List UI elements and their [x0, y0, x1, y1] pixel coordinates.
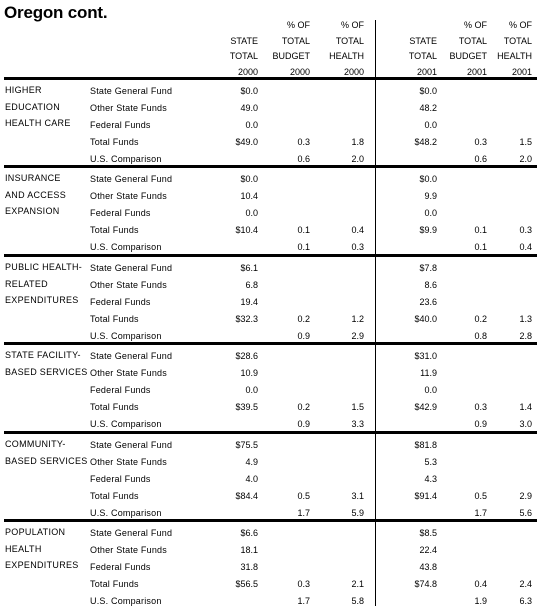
column-header-line: TOTAL [229, 51, 258, 61]
column-header-line: % OF [463, 20, 487, 30]
value-cell: 2.1 [351, 579, 364, 589]
row-label: Federal Funds [90, 562, 151, 572]
value-cell: 0.1 [297, 242, 310, 252]
section-divider [4, 254, 537, 257]
value-cell: 18.1 [240, 545, 258, 555]
value-cell: 3.1 [351, 491, 364, 501]
row-label: State General Fund [90, 351, 173, 361]
value-cell: 1.7 [474, 508, 487, 518]
column-header-line: TOTAL [503, 35, 532, 46]
row-label: State General Fund [90, 440, 173, 450]
column-header-line: TOTAL [335, 35, 364, 46]
column-header-line: HEALTH [497, 51, 532, 61]
row-label: U.S. Comparison [90, 596, 162, 606]
value-cell: 0.3 [297, 579, 310, 589]
column-header [472, 18, 532, 80]
value-cell: 4.9 [245, 457, 258, 467]
row-label: Total Funds [90, 137, 139, 147]
column-header-line: STATE [409, 35, 437, 46]
category-label: POPULATION [5, 527, 66, 537]
value-cell: 0.4 [351, 225, 364, 235]
section-divider [4, 519, 537, 522]
row-label: U.S. Comparison [90, 331, 162, 341]
row-label: Total Funds [90, 402, 139, 412]
value-cell: 10.4 [240, 191, 258, 201]
value-cell: 0.6 [474, 154, 487, 164]
value-cell: $48.2 [414, 137, 437, 147]
value-cell: 8.6 [424, 280, 437, 290]
value-cell: 1.9 [474, 596, 487, 606]
section-divider [4, 342, 537, 345]
value-cell: 0.0 [424, 208, 437, 218]
row-label: U.S. Comparison [90, 419, 162, 429]
value-cell: 5.9 [351, 508, 364, 518]
row-label: Other State Funds [90, 368, 167, 378]
value-cell: 0.4 [519, 242, 532, 252]
column-header [198, 34, 258, 81]
column-header-line: STATE [230, 35, 258, 46]
value-cell: $74.8 [414, 579, 437, 589]
value-cell: 0.9 [474, 419, 487, 429]
row-label: U.S. Comparison [90, 242, 162, 252]
row-label: U.S. Comparison [90, 154, 162, 164]
value-cell: 0.0 [245, 120, 258, 130]
column-header-line: TOTAL [281, 35, 310, 46]
row-label: Federal Funds [90, 474, 151, 484]
section-divider [4, 431, 537, 434]
value-cell: 22.4 [419, 545, 437, 555]
value-cell: $42.9 [414, 402, 437, 412]
value-cell: 0.0 [424, 120, 437, 130]
value-cell: 49.0 [240, 103, 258, 113]
page-title: Oregon cont. [4, 3, 108, 22]
column-header-line: % OF [508, 20, 532, 30]
category-label: EXPANSION [5, 206, 60, 216]
row-label: Federal Funds [90, 385, 151, 395]
column-header-line: BUDGET [449, 51, 487, 61]
row-label: Total Funds [90, 314, 139, 324]
value-cell: 2.4 [519, 579, 532, 589]
row-label: Federal Funds [90, 297, 151, 307]
value-cell: $28.6 [235, 351, 258, 361]
value-cell: $8.5 [419, 528, 437, 538]
value-cell: $10.4 [235, 225, 258, 235]
value-cell: 4.3 [424, 474, 437, 484]
value-cell: $0.0 [240, 174, 258, 184]
value-cell: $49.0 [235, 137, 258, 147]
section-divider [4, 77, 537, 80]
value-cell: $7.8 [419, 263, 437, 273]
value-cell: 3.3 [351, 419, 364, 429]
value-cell: 0.2 [474, 314, 487, 324]
row-label: Total Funds [90, 491, 139, 501]
value-cell: $39.5 [235, 402, 258, 412]
value-cell: $0.0 [240, 86, 258, 96]
column-header-line: 2000 [237, 66, 258, 77]
category-label: EDUCATION [5, 101, 61, 112]
value-cell: 2.0 [519, 154, 532, 164]
value-cell: $56.5 [235, 579, 258, 589]
row-label: Total Funds [90, 579, 139, 589]
value-cell: 0.9 [297, 419, 310, 429]
value-cell: $0.0 [419, 174, 437, 184]
value-cell: $81.8 [414, 440, 437, 450]
value-cell: 43.8 [419, 562, 437, 572]
category-label: AND ACCESS [5, 189, 67, 200]
category-label: INSURANCE [5, 173, 61, 183]
column-header-line: 2000 [343, 66, 364, 77]
value-cell: 0.3 [474, 402, 487, 412]
value-cell: 3.0 [519, 419, 532, 429]
column-header-line: % OF [286, 20, 310, 30]
value-cell: 1.2 [351, 314, 364, 324]
value-cell: 0.5 [474, 491, 487, 501]
value-cell: 0.0 [424, 385, 437, 395]
column-header-line: % OF [340, 20, 364, 30]
column-header [304, 18, 364, 80]
column-header-line: HEALTH [329, 51, 364, 61]
category-label: HEALTH [5, 543, 42, 554]
category-label: RELATED [5, 278, 48, 289]
value-cell: 1.5 [351, 402, 364, 412]
value-cell: 0.2 [297, 402, 310, 412]
row-label: State General Fund [90, 174, 173, 184]
column-header [250, 18, 310, 80]
value-cell: 10.9 [240, 368, 258, 378]
value-cell: 0.3 [297, 137, 310, 147]
value-cell: $6.6 [240, 528, 258, 538]
value-cell: 1.7 [297, 596, 310, 606]
category-label: COMMUNITY- [5, 439, 66, 449]
category-label: STATE FACILITY- [5, 350, 81, 360]
row-label: Other State Funds [90, 191, 167, 201]
value-cell: 0.6 [297, 154, 310, 164]
value-cell: 5.3 [424, 457, 437, 467]
value-cell: 0.8 [474, 331, 487, 341]
value-cell: 31.8 [240, 562, 258, 572]
value-cell: 1.5 [519, 137, 532, 147]
column-header-line: 2001 [416, 66, 437, 77]
category-label: PUBLIC HEALTH- [5, 262, 83, 272]
value-cell: 0.1 [297, 225, 310, 235]
value-cell: 0.3 [474, 137, 487, 147]
value-cell: $0.0 [419, 86, 437, 96]
row-label: Federal Funds [90, 208, 151, 218]
value-cell: 9.9 [424, 191, 437, 201]
column-header-line: TOTAL [408, 51, 437, 61]
value-cell: 48.2 [419, 103, 437, 113]
category-label: HEALTH CARE [5, 118, 71, 128]
value-cell: 0.4 [474, 579, 487, 589]
row-label: State General Fund [90, 263, 173, 273]
value-cell: 1.7 [297, 508, 310, 518]
value-cell: 6.8 [245, 280, 258, 290]
value-cell: 11.9 [420, 368, 437, 378]
row-label: U.S. Comparison [90, 508, 162, 518]
value-cell: 0.1 [474, 242, 487, 252]
value-cell: 2.9 [519, 491, 532, 501]
value-cell: 2.9 [351, 331, 364, 341]
value-cell: $32.3 [235, 314, 258, 324]
row-label: Other State Funds [90, 545, 167, 555]
value-cell: 0.1 [474, 225, 487, 235]
value-cell: 6.3 [519, 596, 532, 606]
column-header-line: 2001 [511, 66, 532, 77]
column-header-line: TOTAL [458, 35, 487, 46]
value-cell: 0.0 [245, 208, 258, 218]
value-cell: 0.2 [297, 314, 310, 324]
category-label: BASED SERVICES [5, 455, 88, 466]
category-label: EXPENDITURES [5, 295, 79, 305]
value-cell: 2.0 [351, 154, 364, 164]
value-cell: $40.0 [414, 314, 437, 324]
category-label: HIGHER [5, 85, 42, 95]
row-label: Total Funds [90, 225, 139, 235]
value-cell: 0.3 [351, 242, 364, 252]
value-cell: 2.8 [519, 331, 532, 341]
value-cell: 1.3 [519, 314, 532, 324]
value-cell: $75.5 [235, 440, 258, 450]
column-header-line: 2001 [466, 66, 487, 77]
category-label: EXPENDITURES [5, 560, 79, 570]
value-cell: $91.4 [414, 491, 437, 501]
value-cell: 23.6 [419, 297, 437, 307]
category-label: BASED SERVICES [5, 366, 88, 377]
value-cell: 1.8 [351, 137, 364, 147]
row-label: State General Fund [90, 86, 173, 96]
column-header-line: 2000 [289, 66, 310, 77]
row-label: Other State Funds [90, 280, 167, 290]
value-cell: $9.9 [419, 225, 437, 235]
row-label: Other State Funds [90, 457, 167, 467]
value-cell: $6.1 [240, 263, 258, 273]
section-divider [4, 165, 537, 168]
column-header-line: BUDGET [272, 51, 310, 61]
row-label: State General Fund [90, 528, 173, 538]
value-cell: $31.0 [414, 351, 437, 361]
row-label: Other State Funds [90, 103, 167, 113]
value-cell: 4.0 [245, 474, 258, 484]
value-cell: 19.4 [240, 297, 258, 307]
value-cell: $84.4 [235, 491, 258, 501]
value-cell: 0.5 [297, 491, 310, 501]
value-cell: 1.4 [519, 402, 532, 412]
value-cell: 0.9 [297, 331, 310, 341]
value-cell: 0.3 [519, 225, 532, 235]
value-cell: 0.0 [245, 385, 258, 395]
value-cell: 5.6 [519, 508, 532, 518]
value-cell: 5.8 [351, 596, 364, 606]
row-label: Federal Funds [90, 120, 151, 130]
